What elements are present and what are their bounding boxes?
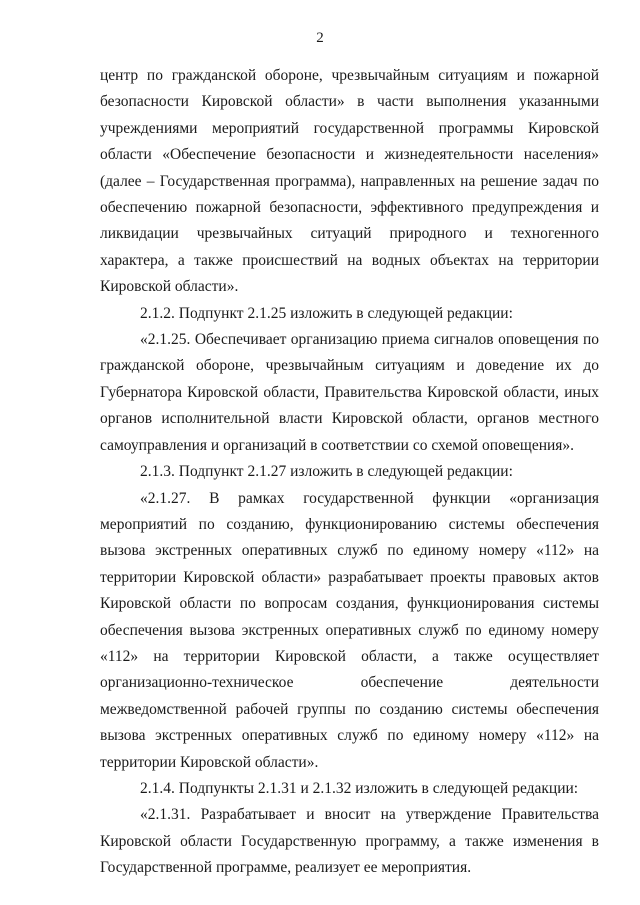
paragraph-clause-2-1-27: «2.1.27. В рамках государственной функции «организация мероприятий по созданию, функционированию системы обеспечения вызова экстренных оперативных служб по единому номеру «112» на территории Кировской области» разрабатывает проекты правовых актов Кировской области по вопросам создания, функционирования системы обеспечения вызова экстренных оперативных служб по единому номеру «112» на территории Кировской области, а также осуществляет организационно-техническое обеспечение деятельности межведомственной рабочей группы по созданию системы обеспечения вызова экстренных оперативных служб по единому номеру «112» на территории Кировской области». [100,489,599,771]
paragraph-clause-2-1-31: «2.1.31. Разрабатывает и вносит на утверждение Правительства Кировской области Государственную программу, а также изменения в Государственной программе, реализует ее мероприятия. [100,806,599,877]
paragraph-continuation: центр по гражданской обороне, чрезвычайным ситуациям и пожарной безопасности Кировской области» в части выполнения указанными учреждениями мероприятий государственной программы Кировской области «Обеспечение безопасности и жизнедеятельности населения» (далее – Государственная программа), направленных на решение задач по обеспечению пожарной безопасности, эффективного предупреждения и ликвидации чрезвычайных ситуаций природного и техногенного характера, а также происшествий на водных объектах на территории Кировской области». [100,67,599,296]
paragraph-clause-2-1-2: 2.1.2. Подпункт 2.1.25 изложить в следующей редакции: [140,304,513,322]
document-body [100,63,599,882]
paragraph-clause-2-1-4: 2.1.4. Подпункты 2.1.31 и 2.1.32 изложить в следующей редакции: [140,779,579,797]
paragraph-clause-2-1-25: «2.1.25. Обеспечивает организацию приема сигналов оповещения по гражданской обороне, чрезвычайным ситуациям и доведение их до Губернатора Кировской области, Правительства Кировской области, иных органов исполнительной власти Кировской области, органов местного самоуправления и организаций в соответствии со схемой оповещения». [100,331,599,454]
page-number: 2 [316,30,324,46]
paragraph-clause-2-1-3: 2.1.3. Подпункт 2.1.27 изложить в следующей редакции: [140,463,513,481]
